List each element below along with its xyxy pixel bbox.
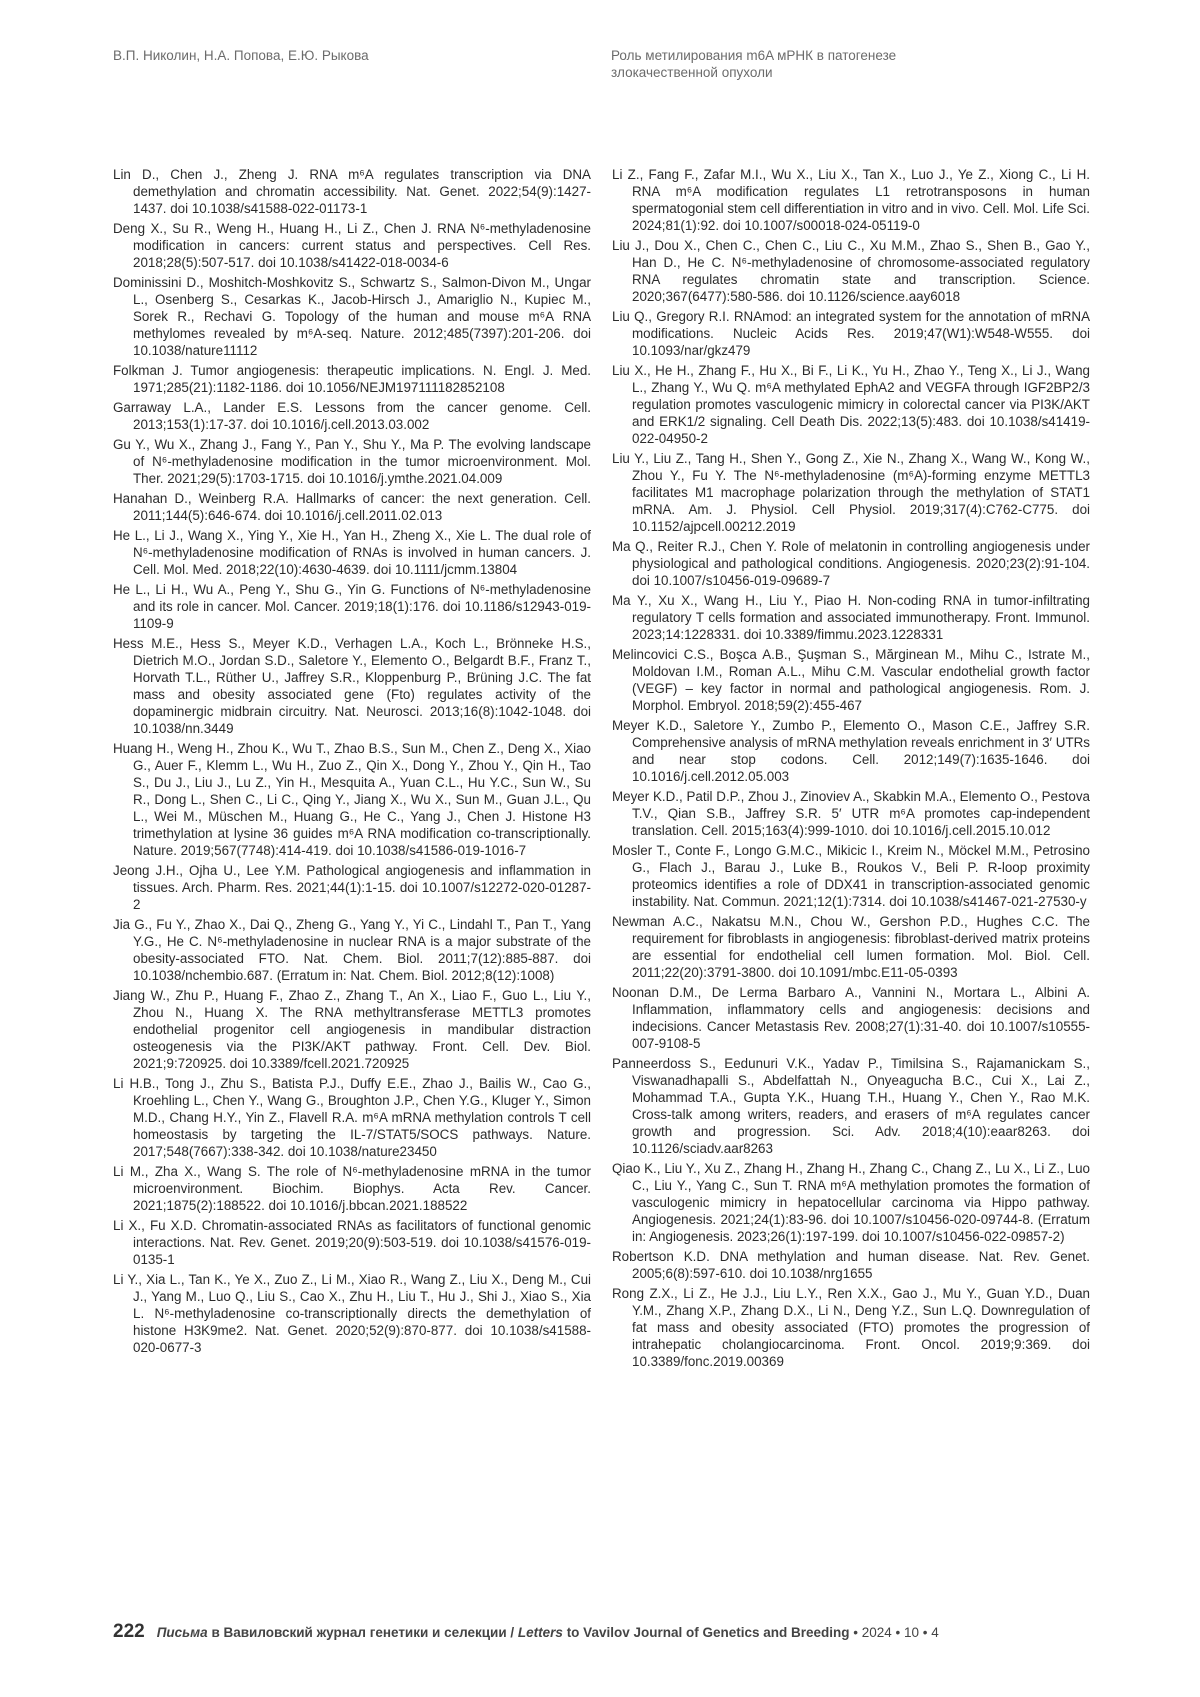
references-left-column (113, 166, 591, 1359)
reference-entry: Li Y., Xia L., Tan K., Ye X., Zuo Z., Li M., Xiao R., Wang Z., Liu X., Deng M., Cui J., Yang M., Luo Q., Liu S., Cao X., Zhu H., Liu T., Hu J., Shi J., Xiao S., Xia L. N⁶-methyladenosine co-transcriptionally directs the demethylation of histone H3K9me2. Nat. Genet. 2020;52(9):870-877. doi 10.1038/s41588-020-0677-3 (113, 1272, 591, 1355)
running-header (113, 44, 1140, 84)
reference-entry: Li Z., Fang F., Zafar M.I., Wu X., Liu X., Tan X., Luo J., Ye Z., Xiong C., Li H. RNA m⁶A modification regulates L1 retrotransposons in human spermatogonial stem cell differentiation in vitro and in vivo. Cell. Mol. Life Sci. 2024;81(1):92. doi 10.1007/s00018-024-05119-0 (612, 167, 1090, 233)
reference-entry: Meyer K.D., Saletore Y., Zumbo P., Elemento O., Mason C.E., Jaffrey S.R. Comprehensive analysis of mRNA methylation reveals enrichment in 3′ UTRs and near stop codons. Cell. 2012;149(7):1635-1646. doi 10.1016/j.cell.2012.05.003 (612, 718, 1090, 784)
header-article-title (611, 47, 1091, 81)
reference-entry: Melincovici C.S., Boşca A.B., Şuşman S., Mărginean M., Mihu C., Istrate M., Moldovan I.M., Roman A.L., Mihu C.M. Vascular endothelial growth factor (VEGF) – key factor in normal and pathological angiogenesis. Rom. J. Morphol. Embryol. 2018;59(2):455-467 (612, 647, 1090, 713)
journal-name-en-italic: Letters (517, 1625, 563, 1640)
reference-entry: Liu J., Dou X., Chen C., Chen C., Liu C., Xu M.M., Zhao S., Shen B., Gao Y., Han D., He C. N⁶-methyladenosine of chromosome-associated regulatory RNA regulates chromatin state and transcription. Science. 2020;367(6477):580-586. doi 10.1126/science.aay6018 (612, 238, 1090, 304)
reference-entry: Li X., Fu X.D. Chromatin-associated RNAs as facilitators of functional genomic interactions. Nat. Rev. Genet. 2019;20(9):503-519. doi 10.1038/s41576-019-0135-1 (113, 1218, 591, 1267)
header-title-line-1: Роль метилирования m6A мРНК в патогенезе (611, 48, 897, 63)
reference-entry: Deng X., Su R., Weng H., Huang H., Li Z., Chen J. RNA N⁶-methyladenosine modification in cancers: current status and perspectives. Cell Res. 2018;28(5):507-517. doi 10.1038/s41422-018-0034-6 (113, 221, 591, 270)
journal-name-ru: в Вавиловский журнал генетики и селекции / (207, 1625, 518, 1640)
reference-entry: Jiang W., Zhu P., Huang F., Zhao Z., Zhang T., An X., Liao F., Guo L., Liu Y., Zhou N., Huang X. The RNA methyltransferase METTL3 promotes endothelial progenitor cell angiogenesis in mandibular distraction osteogenesis via the PI3K/AKT pathway. Front. Cell. Dev. Biol. 2021;9:720925. doi 10.3389/fcell.2021.720925 (113, 988, 591, 1071)
reference-entry: Li H.B., Tong J., Zhu S., Batista P.J., Duffy E.E., Zhao J., Bailis W., Cao G., Kroehling L., Chen Y., Wang G., Broughton J.P., Chen Y.G., Kluger Y., Simon M.D., Chang H.Y., Yin Z., Flavell R.A. m⁶A mRNA methylation controls T cell homeostasis by targeting the IL-7/STAT5/SOCS pathways. Nature. 2017;548(7667):338-342. doi 10.1038/nature23450 (113, 1076, 591, 1159)
reference-entry: He L., Li H., Wu A., Peng Y., Shu G., Yin G. Functions of N⁶-methyladenosine and its role in cancer. Mol. Cancer. 2019;18(1):176. doi 10.1186/s12943-019-1109-9 (113, 582, 591, 631)
page-number: 222 (113, 1621, 145, 1642)
reference-entry: Ma Y., Xu X., Wang H., Liu Y., Piao H. Non-coding RNA in tumor-infiltrating regulatory T cells formation and associated immunotherapy. Front. Immunol. 2023;14:1228331. doi 10.3389/fimmu.2023.1228331 (612, 593, 1090, 642)
reference-entry: Dominissini D., Moshitch-Moshkovitz S., Schwartz S., Salmon-Divon M., Ungar L., Osenberg S., Cesarkas K., Jacob-Hirsch J., Amariglio N., Kupiec M., Sorek R., Rechavi G. Topology of the human and mouse m⁶A RNA methylomes revealed by m⁶A-seq. Nature. 2012;485(7397):201-206. doi 10.1038/nature11112 (113, 275, 591, 358)
journal-name-ru-italic: Письма (156, 1625, 208, 1640)
reference-entry: Meyer K.D., Patil D.P., Zhou J., Zinoviev A., Skabkin M.A., Elemento O., Pestova T.V., Qian S.B., Jaffrey S.R. 5′ UTR m⁶A promotes cap-independent translation. Cell. 2015;163(4):999-1010. doi 10.1016/j.cell.2015.10.012 (612, 789, 1090, 838)
reference-entry: Rong Z.X., Li Z., He J.J., Liu L.Y., Ren X.X., Gao J., Mu Y., Guan Y.D., Duan Y.M., Zhang X.P., Zhang D.X., Li N., Deng Y.Z., Sun L.Q. Downregulation of fat mass and obesity associated (FTO) promotes the progression of intrahepatic cholangiocarcinoma. Front. Oncol. 2019;9:369. doi 10.3389/fonc.2019.00369 (612, 1286, 1090, 1369)
reference-entry: Noonan D.M., De Lerma Barbaro A., Vannini N., Mortara L., Albini A. Inflammation, inflammatory cells and angiogenesis: decisions and indecisions. Cancer Metastasis Rev. 2008;27(1):31-40. doi 10.1007/s10555-007-9108-5 (612, 985, 1090, 1051)
reference-entry: Robertson K.D. DNA methylation and human disease. Nat. Rev. Genet. 2005;6(8):597-610. doi 10.1038/nrg1655 (612, 1249, 1090, 1281)
reference-entry: Li M., Zha X., Wang S. The role of N⁶-methyladenosine mRNA in the tumor microenvironment. Biochim. Biophys. Acta Rev. Cancer. 2021;1875(2):188522. doi 10.1016/j.bbcan.2021.188522 (113, 1164, 591, 1213)
page-footer (113, 1621, 1160, 1643)
header-title-line-2: злокачественной опухоли (611, 65, 773, 80)
reference-entry: Hanahan D., Weinberg R.A. Hallmarks of cancer: the next generation. Cell. 2011;144(5):646-674. doi 10.1016/j.cell.2011.02.013 (113, 491, 591, 523)
reference-entry: Gu Y., Wu X., Zhang J., Fang Y., Pan Y., Shu Y., Ma P. The evolving landscape of N⁶-methyladenosine modification in the tumor microenvironment. Mol. Ther. 2021;29(5):1703-1715. doi 10.1016/j.ymthe.2021.04.009 (113, 437, 591, 486)
reference-entry: Liu Y., Liu Z., Tang H., Shen Y., Gong Z., Xie N., Zhang X., Wang W., Kong W., Zhou Y., Fu Y. The N⁶-methyladenosine (m⁶A)-forming enzyme METTL3 facilitates M1 macrophage polarization through the methylation of STAT1 mRNA. Am. J. Physiol. Cell Physiol. 2019;317(4):C762-C775. doi 10.1152/ajpcell.00212.2019 (612, 451, 1090, 534)
reference-entry: Panneerdoss S., Eedunuri V.K., Yadav P., Timilsina S., Rajamanickam S., Viswanadhapalli S., Abdelfattah N., Onyeagucha B.C., Cui X., Lai Z., Mohammad T.A., Gupta Y.K., Huang T.H., Huang Y., Chen Y., Rao M.K. Cross-talk among writers, readers, and erasers of m⁶A regulates cancer growth and progression. Sci. Adv. 2018;4(10):eaar8263. doi 10.1126/sciadv.aar8263 (612, 1056, 1090, 1156)
reference-entry: Garraway L.A., Lander E.S. Lessons from the cancer genome. Cell. 2013;153(1):17-37. doi 10.1016/j.cell.2013.03.002 (113, 400, 591, 432)
reference-entry: Lin D., Chen J., Zheng J. RNA m⁶A regulates transcription via DNA demethylation and chromatin accessibility. Nat. Genet. 2022;54(9):1427-1437. doi 10.1038/s41588-022-01173-1 (113, 167, 591, 216)
reference-entry: Hess M.E., Hess S., Meyer K.D., Verhagen L.A., Koch L., Brönneke H.S., Dietrich M.O., Jordan S.D., Saletore Y., Elemento O., Belgardt B.F., Franz T., Horvath T.L., Rüther U., Jaffrey S.R., Kloppenburg P., Brüning J.C. The fat mass and obesity associated gene (Fto) regulates activity of the dopaminergic midbrain circuitry. Nat. Neurosci. 2013;16(8):1042-1048. doi 10.1038/nn.3449 (113, 636, 591, 736)
reference-entry: Folkman J. Tumor angiogenesis: therapeutic implications. N. Engl. J. Med. 1971;285(21):1182-1186. doi 10.1056/NEJM197111182852108 (113, 363, 591, 395)
reference-entry: Qiao K., Liu Y., Xu Z., Zhang H., Zhang H., Zhang C., Chang Z., Lu X., Li Z., Luo C., Liu Y., Yang C., Sun T. RNA m⁶A methylation promotes the formation of vasculogenic mimicry in hepatocellular carcinoma via Hippo pathway. Angiogenesis. 2021;24(1):83-96. doi 10.1007/s10456-020-09744-8. (Erratum in: Angiogenesis. 2023;26(1):197-199. doi 10.1007/s10456-022-09857-2) (612, 1161, 1090, 1244)
reference-entry: Liu X., He H., Zhang F., Hu X., Bi F., Li K., Yu H., Zhao Y., Teng X., Li J., Wang L., Zhang Y., Wu Q. m⁶A methylated EphA2 and VEGFA through IGF2BP2/3 regulation promotes vasculogenic mimicry in colorectal cancer via PI3K/AKT and ERK1/2 signaling. Cell Death Dis. 2022;13(5):483. doi 10.1038/s41419-022-04950-2 (612, 363, 1090, 446)
reference-entry: Newman A.C., Nakatsu M.N., Chou W., Gershon P.D., Hughes C.C. The requirement for fibroblasts in angiogenesis: fibroblast-derived matrix proteins are essential for endothelial cell lumen formation. Mol. Biol. Cell. 2011;22(20):3791-3800. doi 10.1091/mbc.E11-05-0393 (612, 914, 1090, 980)
reference-entry: Jia G., Fu Y., Zhao X., Dai Q., Zheng G., Yang Y., Yi C., Lindahl T., Pan T., Yang Y.G., He C. N⁶-methyladenosine in nuclear RNA is a major substrate of the obesity-associated FTO. Nat. Chem. Biol. 2011;7(12):885-887. doi 10.1038/nchembio.687. (Erratum in: Nat. Chem. Biol. 2012;8(12):1008) (113, 917, 591, 983)
reference-entry: Huang H., Weng H., Zhou K., Wu T., Zhao B.S., Sun M., Chen Z., Deng X., Xiao G., Auer F., Klemm L., Wu H., Zuo Z., Qin X., Dong Y., Zhou Y., Qin H., Tao S., Du J., Liu J., Lu Z., Yin H., Mesquita A., Yuan C.L., Hu Y.C., Sun W., Su R., Dong L., Shen C., Li C., Qing Y., Jiang X., Wu X., Sun M., Guan J.L., Qu L., Wei M., Müschen M., Huang G., He C., Yang J., Chen J. Histone H3 trimethylation at lysine 36 guides m⁶A RNA modification co-transcriptionally. Nature. 2019;567(7748):414-419. doi 10.1038/s41586-019-1016-7 (113, 741, 591, 858)
reference-entry: He L., Li J., Wang X., Ying Y., Xie H., Yan H., Zheng X., Xie L. The dual role of N⁶-methyladenosine modification of RNAs is involved in human cancers. J. Cell. Mol. Med. 2018;22(10):4630-4639. doi 10.1111/jcmm.13804 (113, 528, 591, 577)
reference-entry: Jeong J.H., Ojha U., Lee Y.M. Pathological angiogenesis and inflammation in tissues. Arch. Pharm. Res. 2021;44(1):1-15. doi 10.1007/s12272-020-01287-2 (113, 863, 591, 912)
reference-entry: Mosler T., Conte F., Longo G.M.C., Mikicic I., Kreim N., Möckel M.M., Petrosino G., Flach J., Barau J., Luke B., Roukos V., Beli P. R-loop proximity proteomics identifies a role of DDX41 in transcription-associated genomic instability. Nat. Commun. 2021;12(1):7314. doi 10.1038/s41467-021-27530-y (612, 843, 1090, 909)
journal-name-en: to Vavilov Journal of Genetics and Breeding (562, 1625, 850, 1640)
header-authors: В.П. Николин, Н.А. Попова, Е.Ю. Рыкова (113, 48, 369, 63)
reference-entry: Liu Q., Gregory R.I. RNAmod: an integrated system for the annotation of mRNA modifications. Nucleic Acids Res. 2019;47(W1):W548-W555. doi 10.1093/nar/gkz479 (612, 309, 1090, 358)
references-right-column (612, 166, 1090, 1373)
reference-entry: Ma Q., Reiter R.J., Chen Y. Role of melatonin in controlling angiogenesis under physiological and pathological conditions. Angiogenesis. 2020;23(2):91-104. doi 10.1007/s10456-019-09689-7 (612, 539, 1090, 588)
journal-issue: • 2024 • 10 • 4 (849, 1625, 939, 1640)
